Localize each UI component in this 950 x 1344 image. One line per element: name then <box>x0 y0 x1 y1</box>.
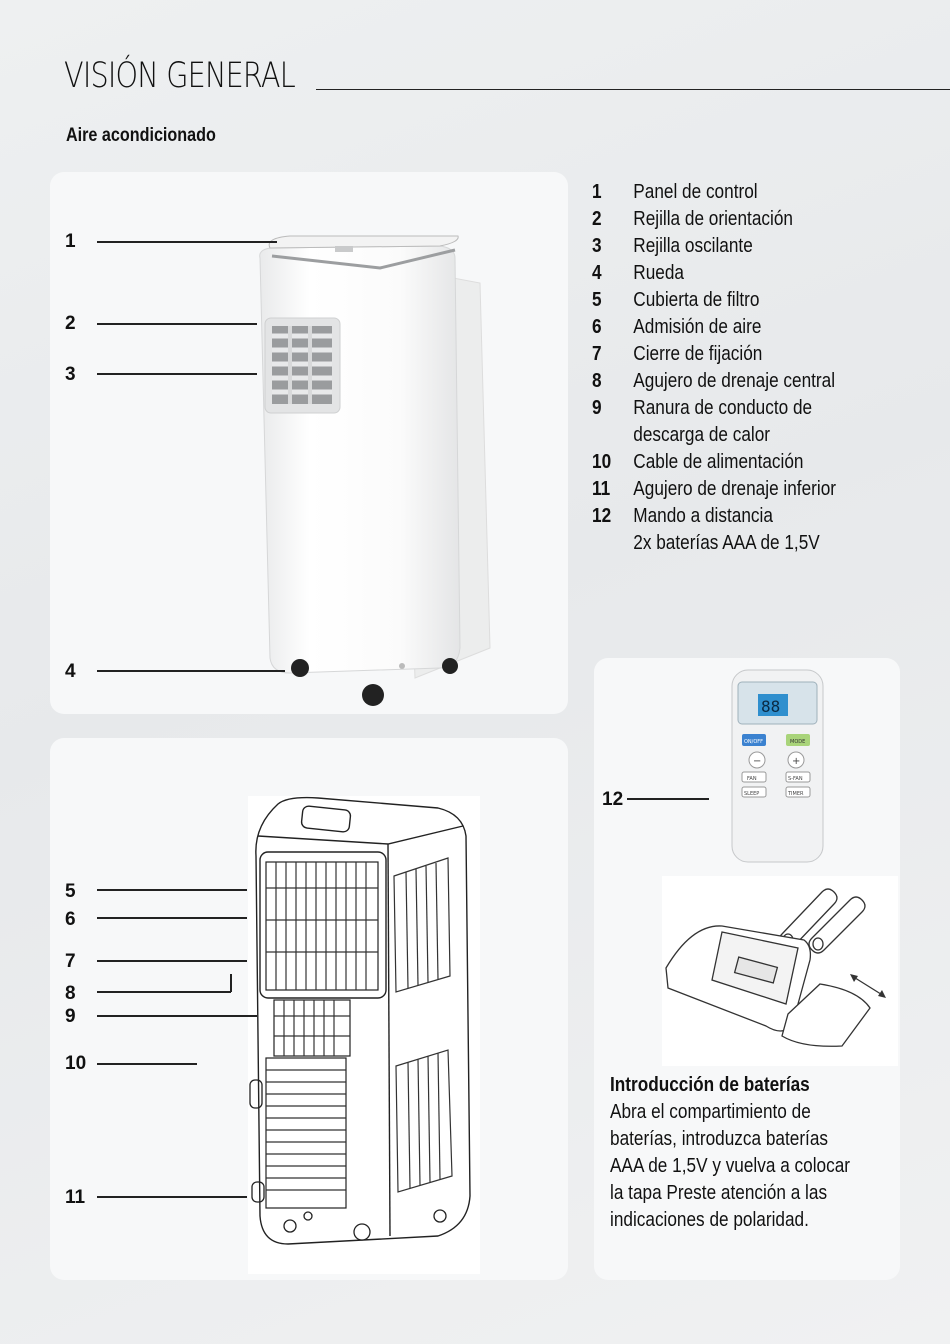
callout-12: 12 <box>602 789 624 810</box>
heat-exhaust-grille <box>274 1000 350 1056</box>
battery-instructions <box>610 1072 900 1234</box>
leader-line-6 <box>97 917 247 919</box>
part-item: 5 Cubierta de filtro <box>592 289 760 311</box>
remote-btn-sfan: S-FAN <box>788 776 803 782</box>
callout-2: 2 <box>65 313 76 334</box>
part-item: 12 Mando a distancia 2x baterías AAA de 1,5V <box>592 505 820 554</box>
leader-line-12 <box>627 798 709 800</box>
callout-9: 9 <box>65 1006 76 1027</box>
part-item: 2 Rejilla de orientación <box>592 208 793 230</box>
callout-1: 1 <box>65 231 76 252</box>
callout-5: 5 <box>65 881 76 902</box>
remote-btn-minus: − <box>753 756 762 767</box>
leader-line-8-vertical <box>230 974 232 992</box>
leader-line-11 <box>97 1196 247 1198</box>
page-title: VISIÓN GENERAL <box>64 56 295 96</box>
remote-btn-timer: TIMER <box>788 791 804 797</box>
battery-text-line: baterías, introduzca baterías <box>610 1128 828 1150</box>
leader-line-1 <box>97 241 277 243</box>
leader-line-4 <box>97 670 285 672</box>
battery-text-line: indicaciones de polaridad. <box>610 1209 809 1231</box>
part-item: 10 Cable de alimentación <box>592 451 804 473</box>
battery-text-line: AAA de 1,5V y vuelva a colocar <box>610 1155 850 1177</box>
battery-text-line: Abra el compartimiento de <box>610 1101 811 1123</box>
part-item: 6 Admisión de aire <box>592 316 762 338</box>
callout-11: 11 <box>65 1187 86 1208</box>
leader-line-8 <box>97 991 231 993</box>
remote-btn-onoff: ON/OFF <box>744 739 764 745</box>
lower-intake-grille <box>266 1058 346 1208</box>
title-rule <box>316 89 950 90</box>
front-unit-illustration <box>250 228 510 718</box>
leader-line-5 <box>97 889 247 891</box>
remote-btn-sleep: SLEEP <box>744 791 760 797</box>
battery-title: Introducción de baterías <box>610 1074 810 1096</box>
part-item: 11 Agujero de drenaje inferior <box>592 478 836 500</box>
air-louver-grille <box>265 318 340 413</box>
callout-10: 10 <box>65 1053 87 1074</box>
leader-line-7 <box>97 960 247 962</box>
part-item: 3 Rejilla oscilante <box>592 235 753 257</box>
callout-7: 7 <box>65 951 76 972</box>
remote-btn-mode: MODE <box>790 739 806 745</box>
callout-8: 8 <box>65 983 76 1004</box>
part-item: 9 Ranura de conducto de descarga de calor <box>592 397 813 446</box>
callout-4: 4 <box>65 661 76 682</box>
remote-display-digits: 88 <box>761 697 781 716</box>
section-subtitle: Aire acondicionado <box>66 125 216 146</box>
battery-text-line: la tapa Preste atención a las <box>610 1182 828 1204</box>
parts-list <box>592 179 932 557</box>
part-item: 7 Cierre de fijación <box>592 343 763 365</box>
remote-btn-fan: FAN <box>747 776 757 782</box>
remote-btn-plus: + <box>792 756 801 767</box>
part-item: 8 Agujero de drenaje central <box>592 370 836 392</box>
part-item: 4 Rueda <box>592 262 684 284</box>
back-filter-grille <box>266 862 378 990</box>
callout-6: 6 <box>65 909 76 930</box>
part-item: 1 Panel de control <box>592 181 758 203</box>
battery-insertion-illustration <box>662 876 898 1066</box>
remote-control-illustration <box>730 668 825 868</box>
leader-line-2 <box>97 323 257 325</box>
callout-3: 3 <box>65 364 76 385</box>
leader-line-3 <box>97 373 257 375</box>
back-unit-illustration <box>248 796 480 1274</box>
leader-line-10 <box>97 1063 197 1065</box>
leader-line-9 <box>97 1015 257 1017</box>
